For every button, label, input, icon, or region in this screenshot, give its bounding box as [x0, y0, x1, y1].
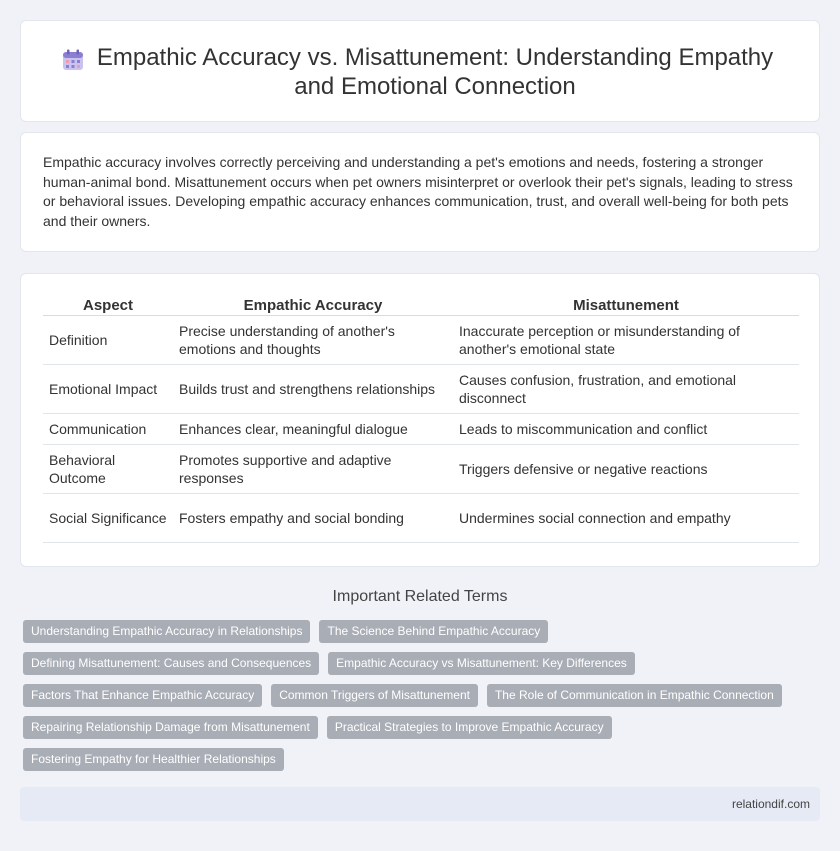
- header-card: [20, 20, 820, 122]
- column-header-misattunement: Misattunement: [453, 294, 799, 316]
- related-term-link[interactable]: The Role of Communication in Empathic Connection: [487, 684, 782, 707]
- empathic-accuracy-cell: Enhances clear, meaningful dialogue: [173, 414, 453, 445]
- footer: [20, 787, 820, 821]
- tag-row: [23, 652, 823, 675]
- aspect-cell: Social Significance: [43, 494, 173, 543]
- tag-row: [23, 620, 823, 643]
- related-term-link[interactable]: Practical Strategies to Improve Empathic Accuracy: [327, 716, 612, 739]
- table-row: [43, 316, 799, 365]
- misattunement-cell: Inaccurate perception or misunderstanding of another's emotional state: [453, 316, 799, 365]
- tag-row: [23, 716, 823, 739]
- related-term-link[interactable]: Understanding Empathic Accuracy in Relationships: [23, 620, 310, 643]
- empathic-accuracy-cell: Builds trust and strengthens relationships: [173, 365, 453, 414]
- footer-site-link[interactable]: relationdif.com: [731, 797, 810, 811]
- related-terms-heading: Important Related Terms: [332, 588, 508, 605]
- aspect-cell: Definition: [43, 316, 173, 365]
- empathic-accuracy-cell: Fosters empathy and social bonding: [173, 494, 453, 543]
- intro-card: [20, 132, 820, 252]
- misattunement-cell: Undermines social connection and empathy: [453, 494, 799, 543]
- comparison-table-card: [20, 273, 820, 567]
- column-header-aspect: Aspect: [43, 294, 173, 316]
- misattunement-cell: Triggers defensive or negative reactions: [453, 445, 799, 494]
- intro-paragraph: Empathic accuracy involves correctly perceiving and understanding a pet's emotions and needs, fostering a stronger human-animal bond. Misattunement occurs when pet owners misinterpret or overlook their pet's signals, leading to stress or behavioral issues. Developing empathic accuracy enhances communication, trust, and overall well-being for both pets and their owners.: [43, 154, 793, 229]
- misattunement-cell: Leads to miscommunication and conflict: [453, 414, 799, 445]
- related-term-link[interactable]: Defining Misattunement: Causes and Consequences: [23, 652, 319, 675]
- table-row: [43, 414, 799, 445]
- aspect-cell: Emotional Impact: [43, 365, 173, 414]
- column-header-empathic-accuracy: Empathic Accuracy: [173, 294, 453, 316]
- aspect-cell: Communication: [43, 414, 173, 445]
- empathic-accuracy-cell: Promotes supportive and adaptive responses: [173, 445, 453, 494]
- tag-row: [23, 684, 823, 707]
- misattunement-cell: Causes confusion, frustration, and emotional disconnect: [453, 365, 799, 414]
- page-title: Empathic Accuracy vs. Misattunement: Understanding Empathy and Emotional Connection: [96, 44, 774, 100]
- related-terms-list: [23, 620, 823, 780]
- table-header-row: [43, 294, 799, 316]
- table-row: [43, 494, 799, 543]
- comparison-table: [43, 294, 799, 543]
- related-term-link[interactable]: Repairing Relationship Damage from Misattunement: [23, 716, 318, 739]
- related-term-link[interactable]: Common Triggers of Misattunement: [271, 684, 478, 707]
- empathic-accuracy-cell: Precise understanding of another's emotions and thoughts: [173, 316, 453, 365]
- related-term-link[interactable]: The Science Behind Empathic Accuracy: [319, 620, 548, 643]
- aspect-cell: Behavioral Outcome: [43, 445, 173, 494]
- table-row: [43, 445, 799, 494]
- related-term-link[interactable]: Empathic Accuracy vs Misattunement: Key Differences: [328, 652, 635, 675]
- table-row: [43, 365, 799, 414]
- related-term-link[interactable]: Fostering Empathy for Healthier Relationships: [23, 748, 284, 771]
- related-term-link[interactable]: Factors That Enhance Empathic Accuracy: [23, 684, 262, 707]
- tag-row: [23, 748, 823, 771]
